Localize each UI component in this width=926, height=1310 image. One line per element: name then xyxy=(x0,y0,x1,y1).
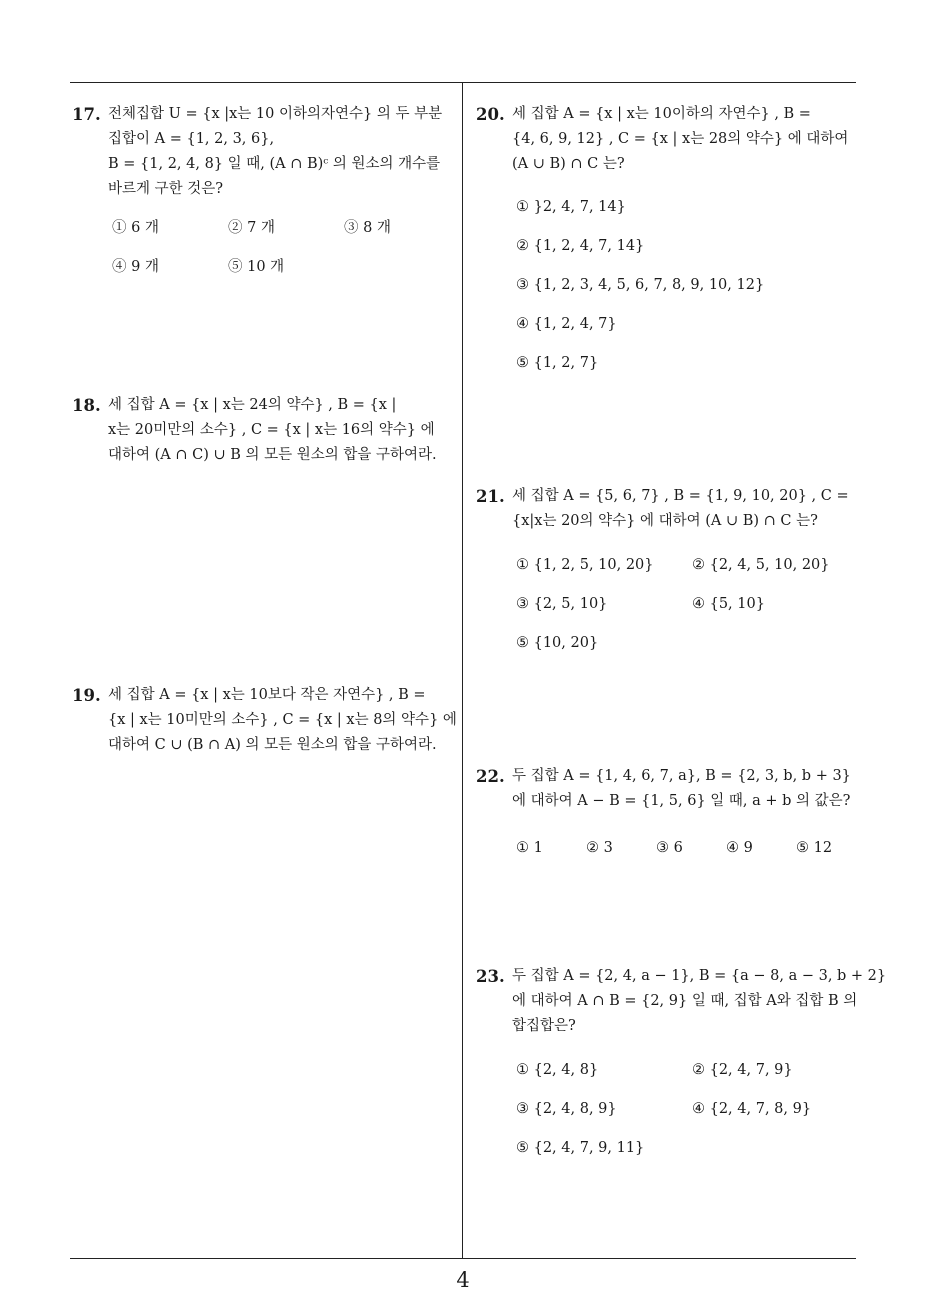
stem-line: {x | x는 10미만의 소수} , C = {x | x는 8의 약수} 에 xyxy=(108,712,457,728)
stem-line: 전체집합 U = {x |x는 10 이하의자연수} 의 두 부분 xyxy=(108,106,443,122)
problem-stem xyxy=(512,764,858,814)
stem-line: {4, 6, 9, 12} , C = {x | x는 28의 약수} 에 대하여 xyxy=(512,131,849,147)
column-divider xyxy=(462,82,463,1258)
stem-line: 에 대하여 A ∩ B = {2, 9} 일 때, 집합 A와 집합 B 의 xyxy=(512,993,858,1009)
problem-number: 17. xyxy=(72,105,101,124)
stem-line: 두 집합 A = {2, 4, a − 1}, B = {a − 8, a − 3, b + 2} xyxy=(512,968,887,984)
choice-2[interactable]: ② 7 개 xyxy=(228,220,275,236)
choice-1[interactable]: ① 1 xyxy=(516,840,543,856)
problem-stem xyxy=(512,102,858,177)
choice-list xyxy=(476,1058,858,1175)
stem-line: 합집합은? xyxy=(512,1018,576,1034)
problem-number: 20. xyxy=(476,105,505,124)
stem-line: {x|x는 20의 약수} 에 대하여 (A ∪ B) ∩ C 는? xyxy=(512,513,818,529)
stem-line: x는 20미만의 소수} , C = {x | x는 16의 약수} 에 xyxy=(108,422,435,438)
choice-5[interactable]: ⑤ {10, 20} xyxy=(516,635,599,651)
choice-5[interactable]: ⑤ {1, 2, 7} xyxy=(516,355,599,371)
problem-number: 22. xyxy=(476,767,505,786)
stem-line: 에 대하여 A − B = {1, 5, 6} 일 때, a + b 의 값은? xyxy=(512,793,851,809)
problem-18 xyxy=(72,393,458,468)
stem-line: 두 집합 A = {1, 4, 6, 7, a}, B = {2, 3, b, b + 3} xyxy=(512,768,851,784)
choice-2[interactable]: ② {2, 4, 7, 9} xyxy=(692,1062,793,1078)
stem-line: 세 집합 A = {x | x는 10보다 작은 자연수} , B = xyxy=(108,687,426,703)
choice-5[interactable]: ⑤ {2, 4, 7, 9, 11} xyxy=(516,1140,645,1156)
stem-line: 대하여 C ∪ (B ∩ A) 의 모든 원소의 합을 구하여라. xyxy=(108,737,437,753)
choice-5[interactable]: ⑤ 10 개 xyxy=(228,259,285,275)
problem-17 xyxy=(72,102,458,294)
choice-list xyxy=(476,836,858,875)
header-rule xyxy=(70,82,856,83)
choice-4[interactable]: ④ 9 개 xyxy=(112,259,159,275)
choice-2[interactable]: ② 3 xyxy=(586,840,613,856)
choice-list xyxy=(476,195,858,390)
choice-1[interactable]: ① {2, 4, 8} xyxy=(516,1062,599,1078)
problem-20 xyxy=(476,102,858,390)
problem-stem xyxy=(108,683,458,758)
stem-line: B = {1, 2, 4, 8} 일 때, (A ∩ B)ᶜ 의 원소의 개수를 xyxy=(108,156,441,172)
choice-3[interactable]: ③ {2, 5, 10} xyxy=(516,596,608,612)
problem-stem xyxy=(512,964,887,1039)
problem-stem xyxy=(108,102,458,202)
choice-1[interactable]: ① }2, 4, 7, 14} xyxy=(516,199,626,215)
problem-number: 19. xyxy=(72,686,101,705)
stem-line: (A ∪ B) ∩ C 는? xyxy=(512,156,625,172)
problem-stem xyxy=(512,484,858,534)
stem-line: 세 집합 A = {x | x는 24의 약수} , B = {x | xyxy=(108,397,397,413)
problem-23 xyxy=(476,964,887,1175)
stem-line: 세 집합 A = {5, 6, 7} , B = {1, 9, 10, 20} , C = xyxy=(512,488,849,504)
choice-2[interactable]: ② {2, 4, 5, 10, 20} xyxy=(692,557,830,573)
stem-line: 바르게 구한 것은? xyxy=(108,181,224,197)
choice-3[interactable]: ③ {1, 2, 3, 4, 5, 6, 7, 8, 9, 10, 12} xyxy=(516,277,765,293)
footer-rule xyxy=(70,1258,856,1259)
problem-19 xyxy=(72,683,458,758)
page-number: 4 xyxy=(456,1268,470,1292)
choice-2[interactable]: ② {1, 2, 4, 7, 14} xyxy=(516,238,645,254)
problem-21 xyxy=(476,484,858,670)
choice-4[interactable]: ④ {5, 10} xyxy=(692,596,765,612)
choice-4[interactable]: ④ {2, 4, 7, 8, 9} xyxy=(692,1101,812,1117)
choice-3[interactable]: ③ 6 xyxy=(656,840,683,856)
stem-line: 대하여 (A ∩ C) ∪ B 의 모든 원소의 합을 구하여라. xyxy=(108,447,437,463)
choice-5[interactable]: ⑤ 12 xyxy=(796,840,833,856)
problem-stem xyxy=(108,393,458,468)
choice-3[interactable]: ③ {2, 4, 8, 9} xyxy=(516,1101,617,1117)
choice-4[interactable]: ④ 9 xyxy=(726,840,753,856)
choice-3[interactable]: ③ 8 개 xyxy=(344,220,391,236)
problem-22 xyxy=(476,764,858,875)
stem-line: 집합이 A = {1, 2, 3, 6}, xyxy=(108,131,275,147)
problem-number: 21. xyxy=(476,487,505,506)
choice-list xyxy=(72,216,458,294)
problem-number: 18. xyxy=(72,396,101,415)
choice-1[interactable]: ① {1, 2, 5, 10, 20} xyxy=(516,557,654,573)
stem-line: 세 집합 A = {x | x는 10이하의 자연수} , B = xyxy=(512,106,811,122)
problem-number: 23. xyxy=(476,967,505,986)
choice-list xyxy=(476,553,858,670)
choice-1[interactable]: ① 6 개 xyxy=(112,220,159,236)
choice-4[interactable]: ④ {1, 2, 4, 7} xyxy=(516,316,617,332)
